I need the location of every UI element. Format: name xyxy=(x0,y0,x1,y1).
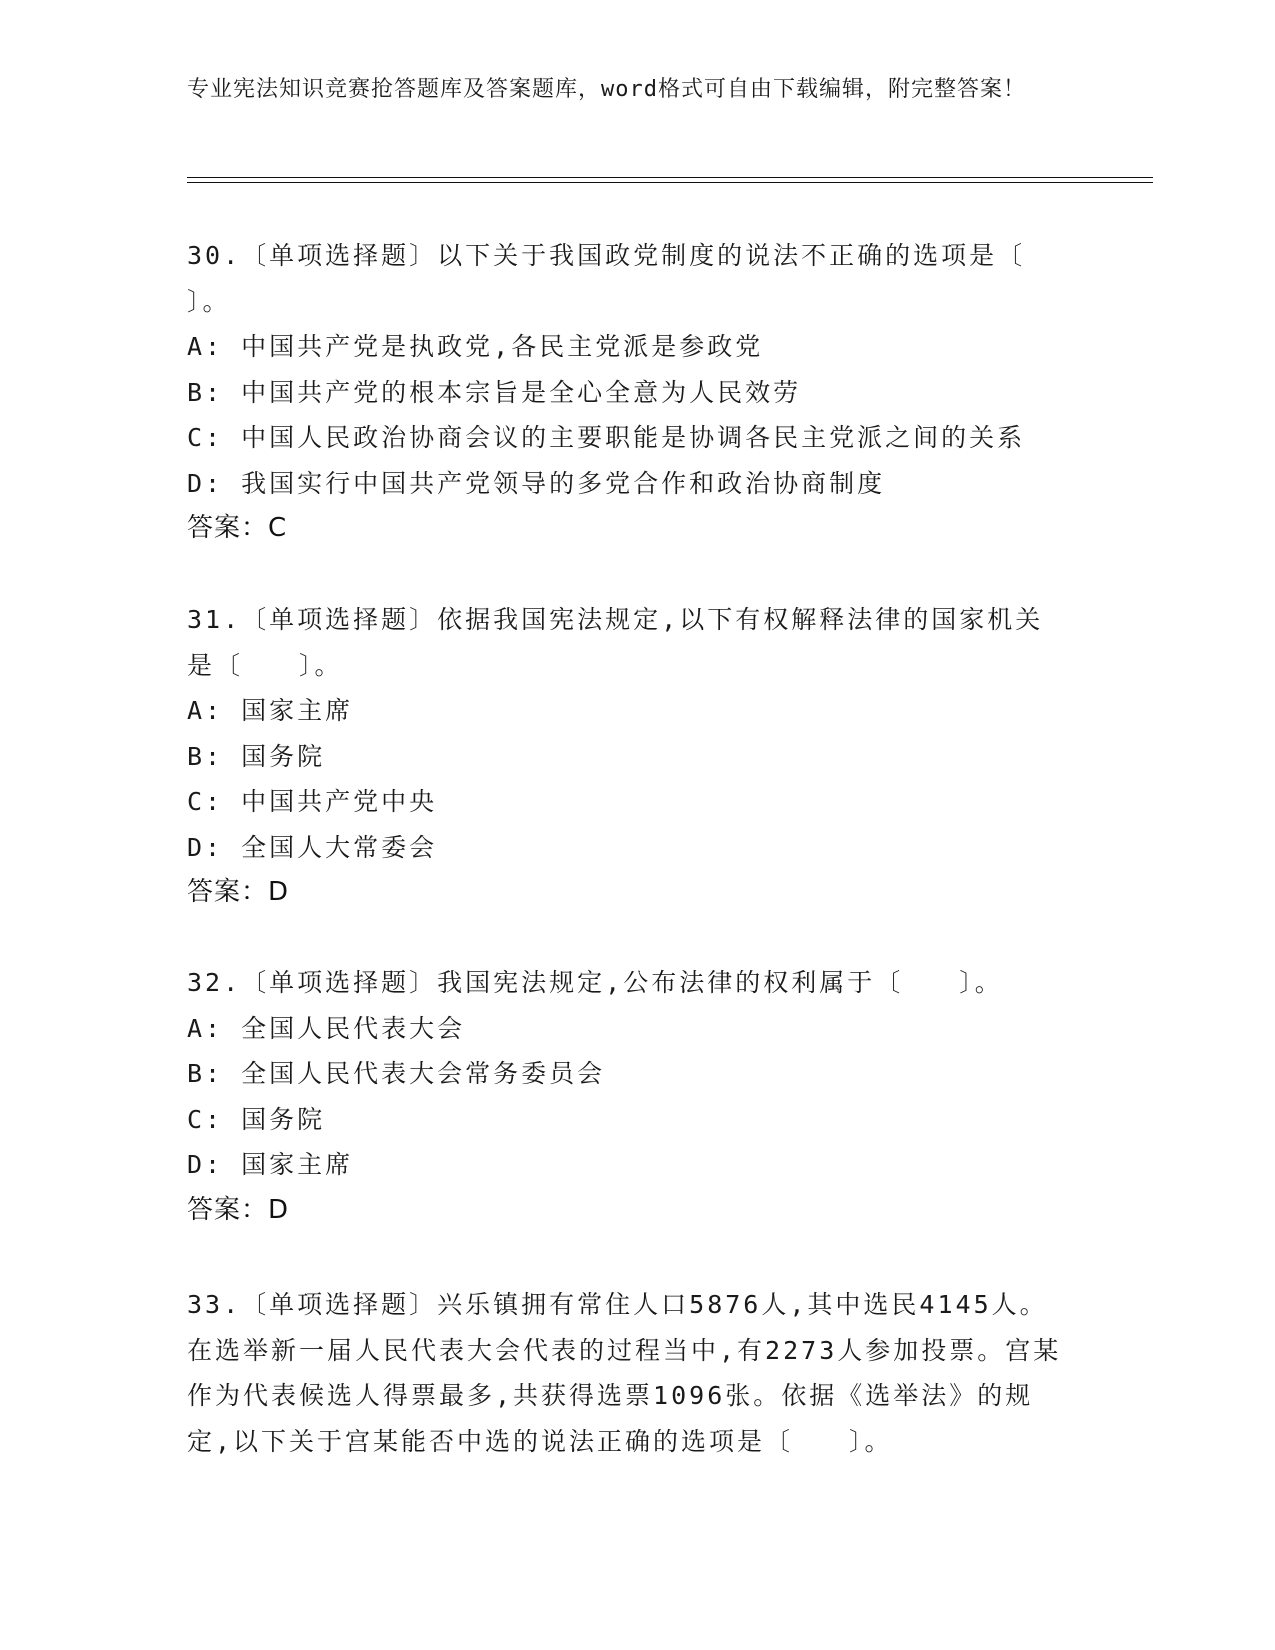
option-a: A: 中国共产党是执政党,各民主党派是参政党 xyxy=(187,332,764,361)
option-d: D: 全国人大常委会 xyxy=(187,832,438,862)
question-block xyxy=(187,597,1067,916)
option-a: A: 国家主席 xyxy=(187,696,354,725)
option-b: B: 中国共产党的根本宗旨是全心全意为人民效劳 xyxy=(187,377,802,407)
document-header: 专业宪法知识竞赛抢答题库及答案题库，word格式可自由下载编辑，附完整答案！ xyxy=(187,77,1026,102)
option-a: A: 全国人民代表大会 xyxy=(187,1013,466,1043)
answer-text: 答案：C xyxy=(187,513,288,543)
option-d: D: 国家主席 xyxy=(187,1150,354,1179)
option-d: D: 我国实行中国共产党领导的多党合作和政治协商制度 xyxy=(187,468,886,498)
question-text: 32.〔单项选择题〕我国宪法规定,公布法律的权利属于〔 〕。 xyxy=(187,968,1003,997)
question-block xyxy=(187,1282,1067,1464)
option-c: C: 中国人民政治协商会议的主要职能是协调各民主党派之间的关系 xyxy=(187,423,1026,452)
question-block xyxy=(187,233,1082,552)
question-text: 31.〔单项选择题〕依据我国宪法规定,以下有权解释法律的国家机关是〔 〕。 xyxy=(187,605,1044,680)
option-c: C: 中国共产党中央 xyxy=(187,787,438,816)
option-b: B: 国务院 xyxy=(187,741,326,771)
answer-text: 答案：D xyxy=(187,877,290,907)
question-block xyxy=(187,960,1067,1233)
option-c: C: 国务院 xyxy=(187,1104,326,1134)
header-divider xyxy=(187,177,1153,183)
option-b: B: 全国人民代表大会常务委员会 xyxy=(187,1059,606,1088)
answer-text: 答案：D xyxy=(187,1194,290,1225)
question-text: 33.〔单项选择题〕兴乐镇拥有常住人口5876人,其中选民4145人。在选举新一届人民代表大会代表的过程当中,有2273人参加投票。宫某作为代表候选人得票最多,共获得选票1096张。依据《选举法》的规定,以下关于宫某能否中选的说法正确的选项是〔 〕。 xyxy=(187,1290,1062,1456)
question-text: 30.〔单项选择题〕以下关于我国政党制度的说法不正确的选项是〔 〕。 xyxy=(187,241,1082,316)
